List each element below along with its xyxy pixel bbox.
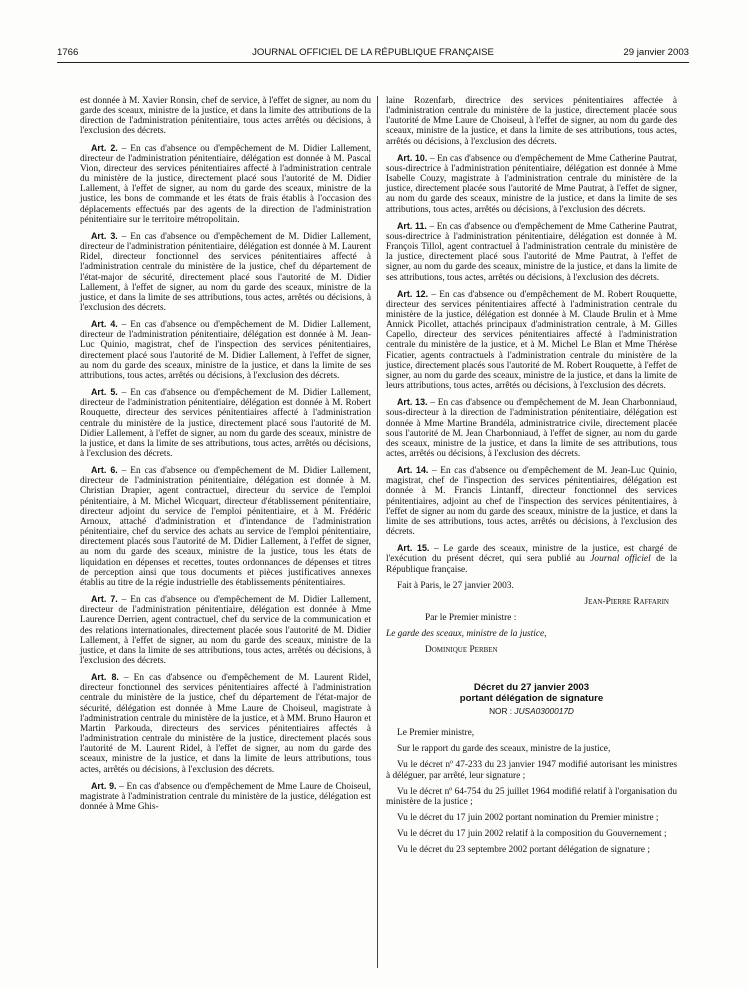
article-label: Art. 11. bbox=[397, 220, 427, 231]
page-header bbox=[57, 46, 689, 60]
minister-title: Le garde des sceaux, ministre de la justice, bbox=[386, 629, 547, 640]
decree-title-line-2: portant délégation de signature bbox=[459, 692, 604, 704]
nor-label: NOR : bbox=[489, 705, 515, 716]
article-3 bbox=[80, 231, 371, 313]
by-prime-minister: Par le Premier ministre : bbox=[425, 613, 517, 624]
article-text: – En cas d'absence ou d'empêchement de M. Jean-Luc Quinio, magistrat, chef de l'inspection des services pénitentiaires, délégation est donnée à M. Francis Lintanff, directeur fonctionnel des services pénitentiaires, adjoint au chef de l'inspection des services pénitentiaires, à l'effet de signer au nom du garde des sceaux, ministre de la justice, et dans la limite de ses attributions, tous actes, arrêtés ou décisions, à l'exclusion des décrets. bbox=[386, 466, 678, 538]
decree-title bbox=[386, 682, 677, 704]
article-5 bbox=[80, 387, 371, 459]
article-10 bbox=[386, 153, 677, 215]
article-text: – En cas d'absence ou d'empêchement de M. Didier Lallement, directeur de l'administration pénitentiaire, délégation est donnée à M. Jean-Luc Quinio, magistrat, chef de l'inspection des services pénitentiaires, directement placé sous l'autorité de M. Didier Lallement, à l'effet de signer, au nom du garde des sceaux, ministre de la justice, et dans la limite de ses attributions, tous actes, arrêtés ou décisions, à l'exclusion des décrets. bbox=[80, 320, 371, 381]
article-label: Art. 8. bbox=[91, 672, 119, 683]
article-12 bbox=[386, 289, 677, 392]
article-text: – En cas d'absence ou d'empêchement de Mme Catherine Pautrat, sous-directrice à l'administration pénitentiaire, délégation est donnée à Mme Isabelle Couzy, magistrate à l'administration centrale du ministère de la justice, directement placée sous l'autorité de Mme Pautrat, à l'effet de signer, au nom du garde des sceaux, ministre de la justice, et dans la limite de ses attributions, tous actes, arrêtés ou décisions, à l'exclusion des décrets. bbox=[386, 153, 677, 215]
article-label: Art. 5. bbox=[91, 387, 118, 398]
journal-title: JOURNAL OFFICIEL DE LA RÉPUBLIQUE FRANÇAISE bbox=[252, 47, 494, 58]
article-label: Art. 6. bbox=[91, 465, 118, 476]
nor-value: JUSA0300017D bbox=[514, 705, 574, 716]
article-label: Art. 12. bbox=[397, 288, 429, 299]
preamble-line: Vu le décret du 23 septembre 2002 portant délégation de signature ; bbox=[397, 845, 650, 856]
preamble-line: Sur le rapport du garde des sceaux, ministre de la justice, bbox=[397, 744, 611, 755]
article-11 bbox=[386, 221, 677, 283]
article-6 bbox=[80, 465, 371, 588]
article-text: – En cas d'absence ou d'empêchement de M. Didier Lallement, directeur de l'administration pénitentiaire, délégation est donnée à M. Pascal Vion, directeur des services pénitentiaires affecté à l'administration centrale du ministère de la justice, directement placé sous l'autorité de M. Didier Lallement, à l'effet de signer, au nom du garde des sceaux, ministre de la justice, les bons de commande et les états de frais établis à l'occasion des déplacements effectués par des agents de la direction de l'administration pénitentiaire sur le territoire métropolitain. bbox=[80, 143, 371, 225]
page-number: 1766 bbox=[57, 47, 79, 58]
article-8 bbox=[80, 672, 371, 775]
article-label: Art. 10. bbox=[397, 152, 428, 163]
article-label: Art. 7. bbox=[91, 594, 118, 605]
article-label: Art. 4. bbox=[91, 319, 118, 330]
article-label: Art. 14. bbox=[397, 465, 429, 476]
article-15 bbox=[386, 543, 677, 574]
preamble-line: Le Premier ministre, bbox=[397, 728, 475, 739]
article-label: Art. 3. bbox=[91, 230, 118, 241]
preamble-line: Vu le décret nº 64-754 du 25 juillet 1964 modifié relatif à l'organisation du ministère de la justice ; bbox=[386, 786, 677, 807]
article-text: – En cas d'absence ou d'empêchement de Mme Laure de Choiseul, magistrate à l'administration centrale du ministère de la justice, délégation est donnée à Mme Ghis- bbox=[80, 781, 371, 812]
article-text: – En cas d'absence ou d'empêchement de M. Robert Rouquette, directeur des services pénitentiaires affecté à l'administration centrale du ministère de la justice, délégation est donnée à M. Claude Brulin et à Mme Annick Picollet, attachés principaux d'administration centrale, à M. Gilles Capello, directeur des services pénitentiaires affecté à l'administration centrale du ministère de la justice, et à M. Michel Le Blan et Mme Thérèse Ficatier, agents contractuels à l'administration centrale du ministère de la justice, directement placés sous l'autorité de M. Robert Rouquette, à l'effet de signer, au nom du garde des sceaux, ministre de la justice, et dans la limite de leurs attributions, tous actes, arrêtés ou décisions, à l'exclusion des décrets. bbox=[386, 289, 678, 392]
article-text: – En cas d'absence ou d'empêchement de M. Didier Lallement, directeur de l'administration pénitentiaire, délégation est donnée à Mme Laurence Derrien, agent contractuel, chef du service de la communication et des relations internationales, directement placée sous l'autorité de M. Didier Lallement, à l'effet de signer, au nom du garde des sceaux, ministre de la justice, et dans la limite de ses attributions, tous actes, arrêtés ou décisions, à l'exclusion des décrets. bbox=[80, 595, 371, 666]
preamble-line: Vu le décret du 17 juin 2002 relatif à la composition du Gouvernement ; bbox=[397, 829, 667, 840]
minister-signature: Dominique Perben bbox=[425, 645, 498, 656]
article-text: – En cas d'absence ou d'empêchement de M. Jean Charbonniaud, sous-directeur à la direction de l'administration pénitentiaire, délégation est donnée à Mme Martine Brandéla, administratrice civile, directement placée sous l'autorité de M. Jean Charbonniaud, à l'effet de signer, au nom du garde des sceaux, ministre de la justice, et dans la limite de ses attributions, tous actes, arrêtés ou décisions, à l'exclusion des décrets. bbox=[386, 398, 678, 459]
column-divider bbox=[377, 96, 378, 968]
article-4 bbox=[80, 319, 371, 381]
article-text: – En cas d'absence ou d'empêchement de M. Didier Lallement, directeur de l'administration pénitentiaire, délégation est donnée à M. Laurent Ridel, directeur fonctionnel des services pénitentiaires affecté à l'administration centrale du ministère de la justice, chef du département de l'état-major de sécurité, directement placé sous l'autorité de M. Didier Lallement, à l'effet de signer, au nom du garde des sceaux, ministre de la justice, et dans la limite de ses attributions, tous actes, arrêtés ou décisions, à l'exclusion des décrets. bbox=[80, 231, 371, 313]
article-text: – En cas d'absence ou d'empêchement de Mme Catherine Pautrat, sous-directrice à l'administration pénitentiaire, délégation est donnée à M. François Tillol, agent contractuel à l'administration centrale du ministère de la justice, directement placé sous l'autorité de Mme Pautrat, à l'effet de signer, au nom du garde des sceaux, ministre de la justice, et dans la limite de ses attributions, tous actes, arrêtés ou décisions, à l'exclusion des décrets. bbox=[386, 221, 677, 283]
article-9 bbox=[80, 781, 371, 812]
right-column bbox=[386, 96, 677, 861]
article-label: Art. 15. bbox=[397, 543, 430, 554]
article-13 bbox=[386, 397, 677, 459]
nor-reference bbox=[386, 706, 677, 716]
left-column bbox=[80, 96, 371, 818]
article-2 bbox=[80, 143, 371, 225]
article-7 bbox=[80, 594, 371, 666]
signing-place-date: Fait à Paris, le 27 janvier 2003. bbox=[397, 580, 514, 591]
header-rule bbox=[57, 62, 689, 63]
article-text: – En cas d'absence ou d'empêchement de M. Didier Lallement, directeur de l'administration pénitentiaire, délégation est donnée à M. Christian Drapier, agent contractuel, directeur du service de l'emploi pénitentiaire, à M. Michel Wicquart, directeur d'établissement pénitentiaire, directeur adjoint du service de l'emploi pénitentiaire, et à M. Frédéric Arnoux, attaché d'administration et d'intendance de l'administration pénitentiaire, chef du service des achats au service de l'emploi pénitentiaire, directement placés sous l'autorité de M. Didier Lallement, à l'effet de signer, au nom du garde des sceaux, ministre de la justice, tous les états de liquidation en dépenses et recettes, toutes ordonnances de dépenses et titres de perception ainsi que tous documents et pièces justificatives annexes établis au titre de la régie industrielle des établissements pénitentiaires. bbox=[80, 466, 371, 588]
article-text: – En cas d'absence ou d'empêchement de M. Didier Lallement, directeur de l'administration pénitentiaire, délégation est donnée à M. Robert Rouquette, directeur des services pénitentiaires affecté à l'administration centrale du ministère de la justice, directement placé sous l'autorité de M. Didier Lallement, à l'effet de signer, au nom du garde des sceaux, ministre de la justice, et dans la limite de ses attributions, tous actes, arrêtés ou décisions, à l'exclusion des décrets. bbox=[80, 388, 371, 459]
decree-title-line-1: Décret du 27 janvier 2003 bbox=[473, 681, 590, 693]
article-text-end: de la République française. bbox=[386, 554, 678, 575]
article-text: – En cas d'absence ou d'empêchement de M. Laurent Ridel, directeur fonctionnel des services pénitentiaires affecté à l'administration centrale du ministère de la justice, chef du département de l'état-major de sécurité, délégation est donnée à Mme Laure de Choiseul, magistrate à l'administration centrale du ministère de la justice, et à MM. Bruno Hauron et Martin Parkouda, directeurs des services pénitentiaires affectés à l'administration centrale du ministère de la justice, directement placés sous l'autorité de M. Laurent Ridel, à l'effet de signer, au nom du garde des sceaux, ministre de la justice, et dans la limite de leurs attributions, tous actes, arrêtés ou décisions, à l'exclusion des décrets. bbox=[80, 673, 371, 775]
prime-minister-signature: Jean-Pierre Raffarin bbox=[584, 596, 669, 607]
article-1-continuation: est donnée à M. Xavier Ronsin, chef de service, à l'effet de signer, au nom du garde des sceaux, ministre de la justice, et dans la limite des attributions de la direction de l'administration pénitentiaire, tous actes arrêtés ou décisions, à l'exclusion des décrets. bbox=[80, 96, 371, 137]
article-label: Art. 13. bbox=[397, 397, 428, 408]
article-9-continuation: laine Rozenfarb, directrice des services pénitentiaires affectée à l'administration centrale du ministère de la justice, directement placée sous l'autorité de Mme Laure de Choiseul, à l'effet de signer, au nom du garde des sceaux, ministre de la justice, et dans la limite de ses attributions, tous actes, arrêtés ou décisions, à l'exclusion des décrets. bbox=[386, 96, 677, 147]
article-14 bbox=[386, 465, 677, 537]
preamble-line: Vu le décret nº 47-233 du 23 janvier 1947 modifié autorisant les ministres à déléguer, par arrêté, leur signature ; bbox=[386, 760, 677, 781]
journal-name: Journal officiel bbox=[590, 554, 651, 565]
article-label: Art. 9. bbox=[91, 780, 117, 791]
publication-date: 29 janvier 2003 bbox=[623, 47, 689, 58]
preamble-line: Vu le décret du 17 juin 2002 portant nomination du Premier ministre ; bbox=[397, 813, 659, 823]
article-text: – Le garde des sceaux, ministre de la justice, est chargé de l'exécution du présent décret, qui sera publié au bbox=[386, 544, 678, 565]
article-label: Art. 2. bbox=[91, 142, 118, 153]
